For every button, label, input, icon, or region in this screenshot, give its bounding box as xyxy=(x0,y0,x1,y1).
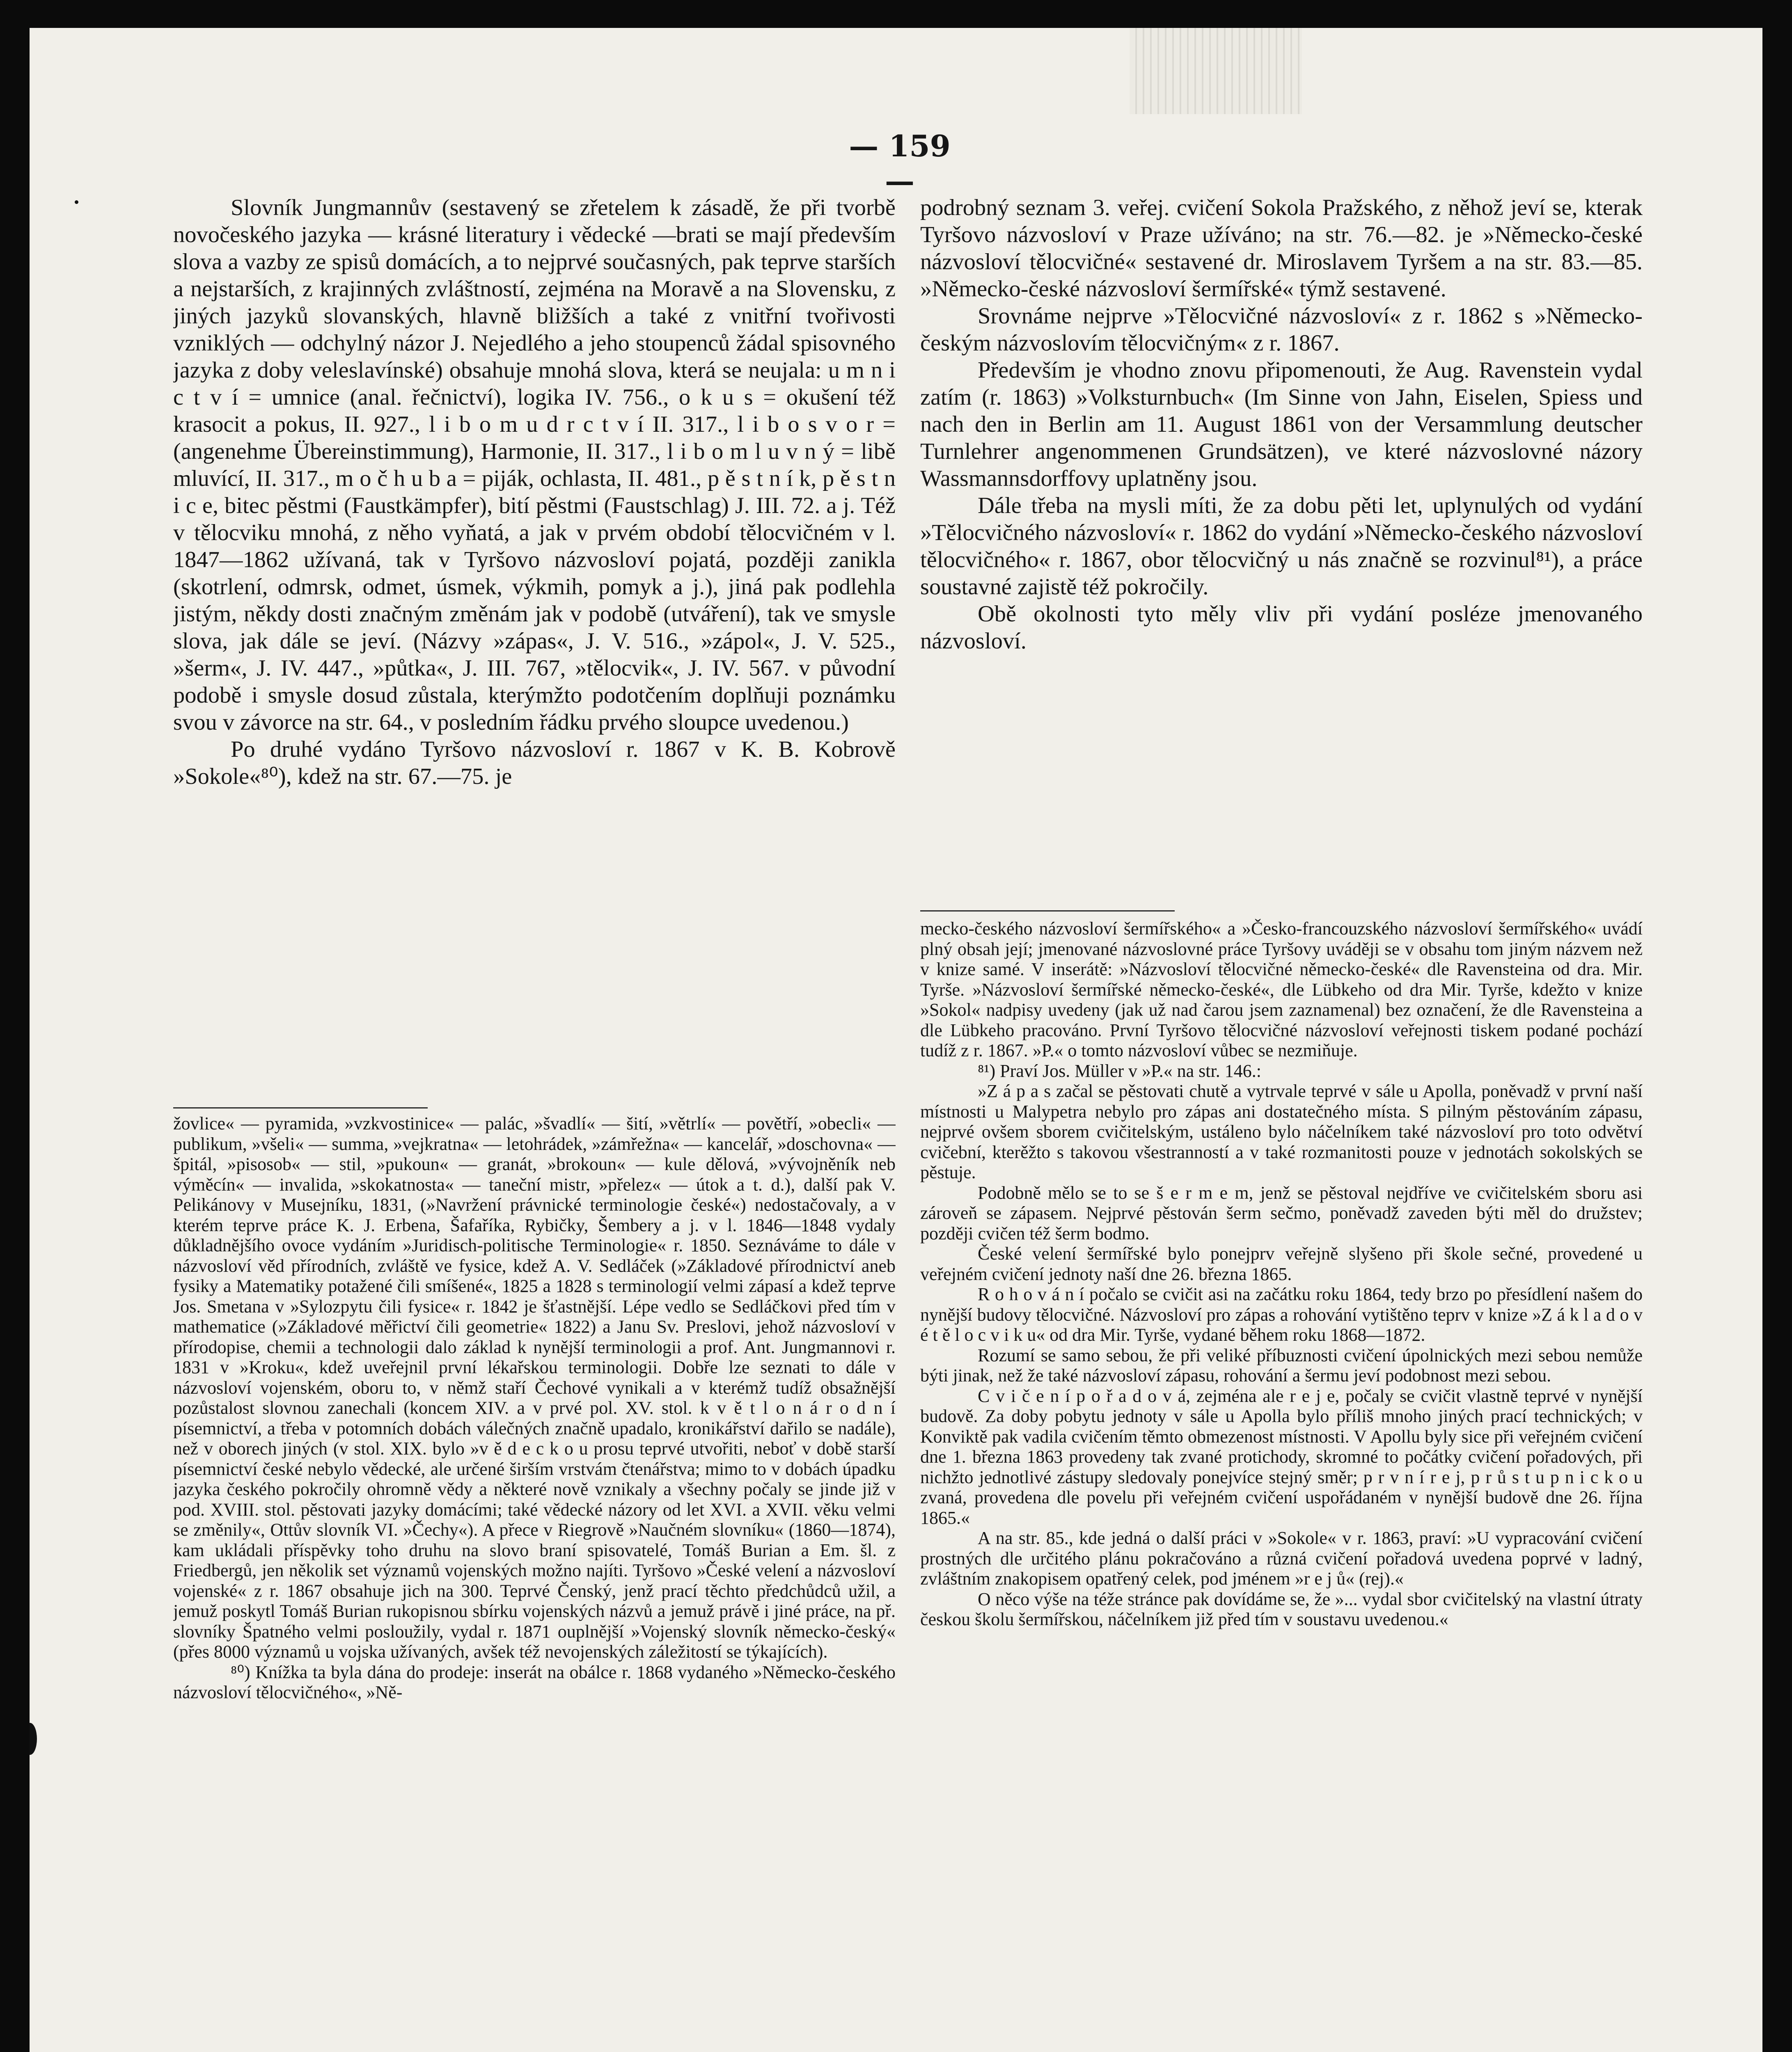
footnote-81: ⁸¹) Praví Jos. Müller v »P.« na str. 146.: xyxy=(978,1060,1261,1081)
quote-sokol-1863: A na str. 85., kde jedná o další práci v »Sokole« v r. 1863, praví: »U vypracování cvičení prostných dle určitého plánu pokračováno a různá cvičení pořadová uvedena poprvé v ladný, zvláštním znakopisem opatřený celek, pod jménem »r e j ů« (rej).« xyxy=(920,1528,1643,1589)
left-column-main-text xyxy=(173,194,896,1097)
quote-skola-sermirska: O něco výše na téže stránce pak dovídáme se, že »... vydal sbor cvičitelský na vlastní útraty českou školu šermířskou, náčelníkem již před tím v soustavu uvedenou.« xyxy=(920,1589,1643,1629)
right-paragraph-5: Obě okolnosti tyto měly vliv při vydání posléze jmenovaného názvosloví. xyxy=(920,601,1643,654)
quote-poradova: C v i č e n í p o ř a d o v á, zejména ale r e j e, počaly se cvičit vlastně teprvé v nynější budově. Za doby pobytu jednoty v sále u Apolla bylo příliš mnoho jiných prací technických; v Konviktě pak vadila cvičením těmto obmezenost místnosti. V Apollu byly sice při veřejném cvičení dne 1. března 1863 provedeny tak zvané protichody, skromné to počátky cvičení pořadových, při nichžto jednotlivé zástupy sledovaly ponejvíce stejný směr; p r v n í r e j, p r ů s t u p n i c k o u zvaná, provedena dle povelu při veřejném cvičení uspořádaném v nynější budově dne 26. října 1865.« xyxy=(920,1386,1643,1528)
quote-zapas: »Z á p a s začal se pěstovati chutě a vytrvale teprvé v sále u Apolla, poněvadž v první naší místnosti u Malypetra nebylo pro zápas ani dostatečného místa. S pilným pěstováním zápasu, nejprvé ovšem sborem cvičitelským, ustáleno bylo náčelníkem také názvosloví pro toto odvětví cvičební, kterěžto s takovou všestranností a v také rozmanitosti pouze v jednotách sokolských se pěstuje. xyxy=(920,1081,1643,1182)
scan-punch-mark xyxy=(30,1723,37,1755)
left-footnote-divider xyxy=(173,1107,428,1108)
left-footnotes xyxy=(173,1113,896,2052)
quote-velení: České velení šermířské bylo ponejprv veřejně slyšeno při škole sečné, provedené u veřejném cvičení jednoty naší dne 26. března 1865. xyxy=(920,1244,1643,1284)
page-number: — 159 — xyxy=(849,128,951,198)
quote-serm: Podobně mělo se to se š e r m e m, jenž se pěstoval nejdříve ve cvičitelském sboru asi zároveň se zápasem. Nejprvé pěstován šerm sečmo, poněvadž zaveden býti měl do družstev; později cvičen též šerm bodmo. xyxy=(920,1182,1643,1244)
right-paragraph-3: Především je vhodno znovu připomenouti, že Aug. Ravenstein vydal zatím (r. 1863) »Volksturnbuch« (Im Sinne von Jahn, Eiselen, Spiess und nach den in Berlin am 11. August 1861 von der Versammlung deutscher Turnlehrer angenommenen Grundsätzen), ve které názvoslovné názory Wassmannsdorffovy uplatněny jsou. xyxy=(920,357,1643,491)
right-footnote-divider xyxy=(920,910,1175,911)
library-stamp-mark xyxy=(1130,28,1302,114)
right-footnotes xyxy=(920,918,1643,2052)
right-paragraph-4: Dále třeba na mysli míti, že za dobu pěti let, uplynulých od vydání »Tělocvičného názvosloví« r. 1862 do vydání »Německo-českého názvosloví tělocvičného« r. 1867, obor tělocvičný u nás značně se rozvinul⁸¹), a práce soustavné zajistě též pokročily. xyxy=(920,493,1643,600)
right-paragraph-1: podrobný seznam 3. veřej. cvičení Sokola Pražského, z něhož jeví se, kterak Tyršovo názvosloví v Praze užíváno; na str. 76.—82. je »Německo-české názvosloví tělocvičné« sestavené dr. Miroslavem Tyršem a na str. 83.—85. »Německo-české názvosloví šermířské« týmž sestavené. xyxy=(920,195,1643,302)
scan-dot-mark xyxy=(75,200,78,204)
right-column-main-text xyxy=(920,194,1643,904)
quote-pribuznost: Rozumí se samo sebou, že při veliké příbuznosti cvičení úpolnických mezi sebou nemůže býti jinak, než že také názvosloví zápasu, rohování a šermu jeví podobnost mezi sebou. xyxy=(920,1345,1643,1386)
left-paragraph-2: Po druhé vydáno Tyršovo názvosloví r. 1867 v K. B. Kobrově »Sokole«⁸⁰), kdež na str. 67.—75. je xyxy=(173,737,896,789)
right-paragraph-2: Srovnáme nejprve »Tělocvičné názvosloví« z r. 1862 s »Německo-českým názvoslovím tělocvičným« z r. 1867. xyxy=(920,303,1643,356)
footnote-80: ⁸⁰) Knížka ta byla dána do prodeje: inserát na obálce r. 1868 vydaného »Německo-českého názvosloví tělocvičného«, »Ně- xyxy=(173,1662,896,1702)
page-sheet xyxy=(30,28,1762,2052)
left-footnote-continued: žovlice« — pyramida, »vzkvostinice« — palác, »švadlí« — šití, »větrlí« — povětří, »obecli« — publikum, »všeli« — summa, »vejkratna« — letohrádek, »zámřežna« — kancelář, »doschovna« — špitál, »pisosob« — stil, »pukoun« — granát, »brokoun« — kule dělová, »vývojněník neb výměcín« — invalida, »skokatnosta« — taneční mistr, »přelez« — útok a t. d.), další pak V. Pelikánovy v Musejníku, 1831, (»Navržení právnické terminologie české«) nedostačovaly, a v kterém teprve práce K. J. Erbena, Šafaříka, Rybičky, Šembery a j. v l. 1846—1848 vydaly důkladnějšího ovoce vydáním »Juridisch-politische Terminologie« r. 1850. Seznáváme to dále v názvosloví věd přírodních, zvláště ve fysice, kdež A. V. Sedláček (»Základové přírodnictví aneb fysiky a Matematiky potažené čili smíšené«, 1825 a 1828 s terminologií velmi zápasí a kdež teprve Jos. Smetana v »Sylozpytu čili fysice« r. 1842 je šťastnější. Lépe vedlo se Sedláčkovi před tím v mathematice (»Základové měřictví čili geometrie« 1822) a Janu Sv. Preslovi, jehož názvosloví v přírodopise, chemii a technologii dalo základ k nynější terminologii a prof. Ant. Jungmannovi r. 1831 v »Kroku«, kdež uveřejnil první lékařskou terminologii. Dobře lze seznati to dále v názvosloví vojenském, oboru to, v němž staří Čechové vynikali a v kterémž tudíž obsažnější pozůstalost slovnou zanechali (koncem XIV. a v prvé pol. XV. stol. k v ě t l o n á r o d n í písemnictví, a třeba v potomních dobách válečných značně upadalo, kronikářství dařilo se nadále), než v oborech jiných (v stol. XIX. bylo »v ě d e c k o u prosu teprvé utvořiti, neboť v době starší písemnictví české nebylo vědecké, ale určené širším vrstvám čtenářstva; mimo to v dobách úpadku jazyka českého pokročily ohromně vědy a některé nově vznikaly a všechny počaly se jinde již v pod. XVIII. stol. pěstovati jazyky domácími; také vědecké názory od let XVI. a XVII. věku velmi se změnily«, Ottův slovník VI. »Čechy«). A přece v Riegrově »Naučném slovníku« (1860—1874), kam ukládali příspěvky toho druhu na slovo braní spisovatelé, Tomáš Burian a Em. šl. z Friedbergů, jen několik set významů vojenských možno najíti. Tyršovo »České velení a názvosloví vojenské« z r. 1867 obsahuje jich na 300. Teprvé Čenský, jenž prací těchto předchůdců užil, a jemuž poskytl Tomáš Burian rukopisnou sbírku vojenských názvů a jemuž právě i jiné práce, na př. slovníky Špatného velmi posloužily, vydal r. 1871 ouplnější »Vojenský slovník německo-český« (přes 8000 významů u vojska užívaných, avšek též nevojenských záležitostí se týkajících). xyxy=(173,1113,896,1662)
quote-rohovani: R o h o v á n í počalo se cvičit asi na začátku roku 1864, tedy brzo po přesídlení našem do nynější budovy tělocvičné. Názvosloví pro zápas a rohování vytištěno teprv v knize »Z á k l a d o v é t ě l o c v i k u« od dra Mir. Tyrše, vydané během roku 1868—1872. xyxy=(920,1284,1643,1345)
footnote-80-continued: mecko-českého názvosloví šermířského« a »Česko-francouzského názvosloví šermířského« uvádí plný obsah její; jmenované názvoslovné práce Tyršovy uváději se v obsahu tom jiným názvem než v knize samé. V inserátě: »Názvosloví tělocvičné německo-české« dle Ravensteina od dra. Mir. Tyrše. »Názvosloví šermířské německo-české«, dle Lübkeho od dra Mir. Tyrše, kdežto v knize »Sokol« nadpisy uvedeny (jak už nad čarou jsem zaznamenal) bez označení, že dle Ravensteina a dle Lübkeho pracováno. První Tyršovo tělocvičné názvosloví veřejnosti tiskem podané pochází tudíž z r. 1867. »P.« o tomto názvosloví vůbec se nezmiňuje. xyxy=(920,918,1643,1060)
left-paragraph-1: Slovník Jungmannův (sestavený se zřetelem k zásadě, že při tvorbě novočeského jazyka — krásné literatury i vědecké —brati se mají především slova a vazby ze spisů domácích, a to nejprvé současných, pak teprve starších a nejstarších, z krajinných zvláštností, zejména na Moravě a na Slovensku, z jiných jazyků slovanských, hlavně bližších a také z vnitřní tvořivosti vzniklých — odchylný názor J. Nejedlého a jeho stoupenců žádal spisovného jazyka z doby veleslavínské) obsahuje mnohá slova, která se neujala: u m n i c t v í = umnice (anal. řečnictví), logika IV. 756., o k u s = okušení též krasocit a pokus, II. 927., l i b o m u d r c t v í II. 317., l i b o s v o r = (angenehme Übereinstimmung), Harmonie, II. 317., l i b o m l u v n ý = libě mluvící, II. 317., m o č h u b a = piják, ochlasta, II. 481., p ě s t n í k, p ě s t n i c e, bitec pěstmi (Faustkämpfer), bití pěstmi (Faustschlag) J. III. 72. a j. Též v tělocviku mnohá, z něho vyňatá, a jak v prvém období tělocvičném v l. 1847—1862 užívaná, tak v Tyršovo názvosloví pojatá, později zanikla (skotrlení, odmrsk, odmet, úsmek, výkmih, pomyk a j.), jiná pak podlehla jistým, někdy dosti značným změnám jak v podobě (utváření), tak ve smysle slova, jak dále se jeví. (Názvy »zápas«, J. V. 516., »zápol«, J. V. 525., »šerm«, J. IV. 447., »půtka«, J. III. 767, »tělocvik«, J. IV. 567. v původní podobě i smysle dosud zůstala, kterýmžto podotčením doplňuji poznámku svou v závorce na str. 64., v posledním řádku prvého sloupce uvedenou.) xyxy=(173,195,896,735)
